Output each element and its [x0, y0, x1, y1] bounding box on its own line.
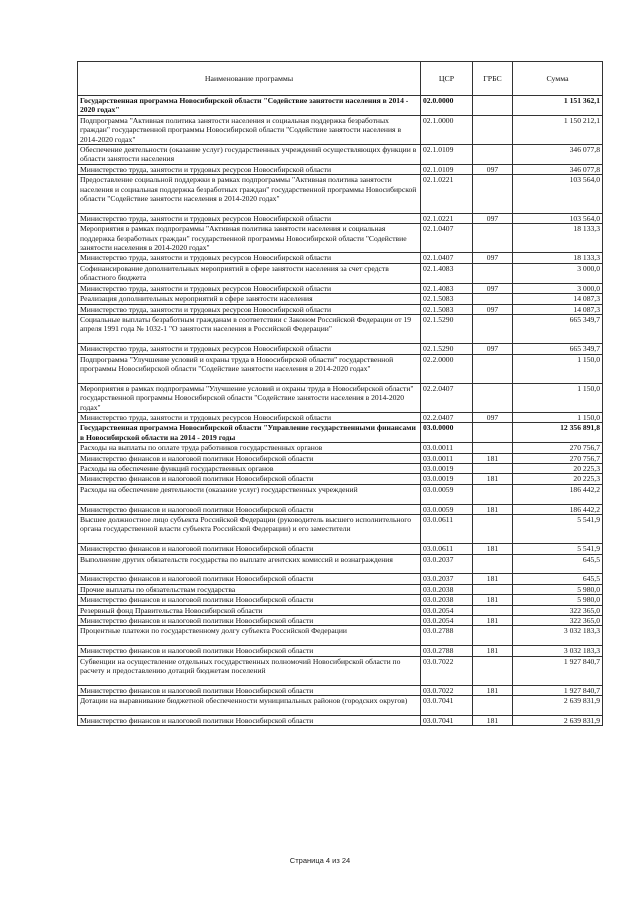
row-csr: 02.1.5083 — [421, 294, 473, 304]
row-grbs: 097 — [473, 344, 513, 354]
row-grbs: 181 — [473, 453, 513, 463]
row-sum: 2 639 831,9 — [513, 696, 603, 716]
row-csr: 03.0.2037 — [421, 574, 473, 584]
table-row — [78, 646, 603, 656]
row-name: Государственная программа Новосибирской области "Содействие занятости населения в 2014 - 2020 годах" — [78, 96, 421, 116]
row-name: Процентные платежи по государственному долгу субъекта Российской Федерации — [78, 626, 421, 646]
header-grbs: ГРБС — [473, 62, 513, 96]
row-sum: 1 150,0 — [513, 383, 603, 412]
row-grbs: 097 — [473, 283, 513, 293]
table-row — [78, 344, 603, 354]
row-csr: 03.0.0019 — [421, 474, 473, 484]
table-row — [78, 423, 603, 443]
table-row — [78, 175, 603, 214]
table-row — [78, 115, 603, 144]
row-name: Министерство финансов и налоговой политики Новосибирской области — [78, 685, 421, 695]
table-row — [78, 145, 603, 165]
row-name: Субвенции на осуществление отдельных государственных полномочий Новосибирской области по расчету и предоставлению дотаций бюджетам поселений — [78, 656, 421, 685]
table-row — [78, 715, 603, 725]
row-sum: 346 077,8 — [513, 164, 603, 174]
row-sum: 645,5 — [513, 574, 603, 584]
row-csr: 02.1.0000 — [421, 115, 473, 144]
row-name: Социальные выплаты безработным гражданам в соответствии с Законом Российской Федерации от 19 апреля 1991 года № 1032-1 "О занятости населения в Российской Федерации" — [78, 314, 421, 343]
row-sum: 3 000,0 — [513, 283, 603, 293]
row-name: Подпрограмма "Улучшение условий и охраны труда в Новосибирской области" государственной программы Новосибирской области "Содействие занятости населения в 2014-2020 годах" — [78, 354, 421, 383]
table-row — [78, 164, 603, 174]
row-grbs: 097 — [473, 412, 513, 422]
row-sum: 20 225,3 — [513, 463, 603, 473]
row-grbs — [473, 514, 513, 543]
row-grbs: 181 — [473, 685, 513, 695]
row-sum: 1 150,0 — [513, 354, 603, 383]
row-sum: 14 087,3 — [513, 294, 603, 304]
row-grbs: 181 — [473, 574, 513, 584]
row-grbs: 097 — [473, 304, 513, 314]
row-name: Мероприятия в рамках подпрограммы "Улучшение условий и охраны труда в Новосибирской области" государственной программы Новосибирской области "Содействие занятости населения в 2014-2020 годах" — [78, 383, 421, 412]
row-grbs: 097 — [473, 164, 513, 174]
table-row — [78, 463, 603, 473]
row-sum: 346 077,8 — [513, 145, 603, 165]
row-csr: 03.0.2038 — [421, 595, 473, 605]
row-grbs: 097 — [473, 213, 513, 223]
row-name: Высшее должностное лицо субъекта Российской Федерации (руководитель высшего исполнительного органа государственной власти субъекта Российской Федерации) и его заместители — [78, 514, 421, 543]
row-csr: 03.0.7022 — [421, 656, 473, 685]
row-sum: 18 133,3 — [513, 253, 603, 263]
row-sum: 5 541,9 — [513, 544, 603, 554]
row-name: Выполнение других обязательств государства по выплате агентских комиссий и вознаграждения — [78, 554, 421, 574]
row-grbs — [473, 354, 513, 383]
row-csr: 03.0.0011 — [421, 443, 473, 453]
row-csr: 03.0.2054 — [421, 615, 473, 625]
row-csr: 02.2.0407 — [421, 412, 473, 422]
row-grbs — [473, 175, 513, 214]
row-grbs — [473, 294, 513, 304]
row-sum: 270 756,7 — [513, 443, 603, 453]
row-sum: 186 442,2 — [513, 504, 603, 514]
row-grbs — [473, 443, 513, 453]
row-csr: 03.0.2037 — [421, 554, 473, 574]
table-row — [78, 595, 603, 605]
row-sum: 3 032 183,3 — [513, 646, 603, 656]
row-name: Министерство труда, занятости и трудовых ресурсов Новосибирской области — [78, 164, 421, 174]
row-csr: 02.2.0407 — [421, 383, 473, 412]
table-row — [78, 685, 603, 695]
table-row — [78, 224, 603, 253]
table-row — [78, 474, 603, 484]
row-grbs: 181 — [473, 474, 513, 484]
row-name: Министерство труда, занятости и трудовых ресурсов Новосибирской области — [78, 213, 421, 223]
row-name: Прочие выплаты по обязательствам государства — [78, 584, 421, 594]
table-row — [78, 443, 603, 453]
row-csr: 03.0.7041 — [421, 696, 473, 716]
row-sum: 18 133,3 — [513, 224, 603, 253]
row-sum: 665 349,7 — [513, 314, 603, 343]
row-name: Расходы на обеспечение функций государственных органов — [78, 463, 421, 473]
table-row — [78, 626, 603, 646]
row-name: Министерство финансов и налоговой политики Новосибирской области — [78, 646, 421, 656]
row-grbs — [473, 314, 513, 343]
row-csr: 02.0.0000 — [421, 96, 473, 116]
table-row — [78, 615, 603, 625]
table-row — [78, 656, 603, 685]
row-sum: 3 000,0 — [513, 263, 603, 283]
row-grbs — [473, 626, 513, 646]
row-csr: 02.1.0221 — [421, 175, 473, 214]
table-row — [78, 304, 603, 314]
row-csr: 03.0.2788 — [421, 646, 473, 656]
table-row — [78, 314, 603, 343]
row-sum: 186 442,2 — [513, 484, 603, 504]
row-sum: 322 365,0 — [513, 615, 603, 625]
table-row — [78, 294, 603, 304]
row-sum: 1 150 212,1 — [513, 115, 603, 144]
row-grbs — [473, 656, 513, 685]
table-header-row — [78, 62, 603, 96]
row-name: Резервный фонд Правительства Новосибирской области — [78, 605, 421, 615]
row-sum: 5 980,0 — [513, 584, 603, 594]
row-grbs — [473, 554, 513, 574]
table-row — [78, 696, 603, 716]
table-row — [78, 574, 603, 584]
table-row — [78, 96, 603, 116]
row-sum: 103 564,0 — [513, 213, 603, 223]
row-grbs — [473, 383, 513, 412]
row-csr: 02.1.0221 — [421, 213, 473, 223]
row-name: Министерство труда, занятости и трудовых ресурсов Новосибирской области — [78, 412, 421, 422]
table-row — [78, 453, 603, 463]
row-sum: 1 927 840,7 — [513, 685, 603, 695]
row-csr: 02.1.0407 — [421, 224, 473, 253]
row-grbs: 097 — [473, 253, 513, 263]
row-sum: 2 639 831,9 — [513, 715, 603, 725]
row-grbs — [473, 263, 513, 283]
row-name: Министерство труда, занятости и трудовых ресурсов Новосибирской области — [78, 344, 421, 354]
header-csr: ЦСР — [421, 62, 473, 96]
row-name: Министерство финансов и налоговой политики Новосибирской области — [78, 474, 421, 484]
row-name: Министерство финансов и налоговой политики Новосибирской области — [78, 504, 421, 514]
row-name: Министерство финансов и налоговой политики Новосибирской области — [78, 453, 421, 463]
header-sum: Сумма — [513, 62, 603, 96]
row-sum: 665 349,7 — [513, 344, 603, 354]
row-grbs — [473, 696, 513, 716]
row-grbs — [473, 115, 513, 144]
row-grbs — [473, 145, 513, 165]
row-name: Предоставление социальной поддержки в рамках подпрограммы "Активная политика занятости населения и социальная поддержка безработных граждан" государственной программы Новосибирской области "Содействие занятости населения в 2014-2020 годах" — [78, 175, 421, 214]
row-sum: 1 151 362,1 — [513, 96, 603, 116]
row-csr: 02.1.4083 — [421, 263, 473, 283]
row-name: Софинансирование дополнительных мероприятий в сфере занятости населения за счет средств областного бюджета — [78, 263, 421, 283]
row-csr: 03.0.2788 — [421, 626, 473, 646]
row-name: Министерство труда, занятости и трудовых ресурсов Новосибирской области — [78, 253, 421, 263]
table-row — [78, 514, 603, 543]
row-sum: 1 927 840,7 — [513, 656, 603, 685]
row-csr: 02.1.4083 — [421, 283, 473, 293]
row-csr: 03.0.0059 — [421, 504, 473, 514]
page-number: Страница 4 из 24 — [289, 856, 351, 865]
row-grbs — [473, 484, 513, 504]
table-row — [78, 213, 603, 223]
row-name: Министерство финансов и налоговой политики Новосибирской области — [78, 574, 421, 584]
table-row — [78, 263, 603, 283]
row-grbs: 181 — [473, 646, 513, 656]
row-grbs — [473, 423, 513, 443]
row-csr: 02.1.0109 — [421, 164, 473, 174]
table-row — [78, 283, 603, 293]
row-grbs: 181 — [473, 504, 513, 514]
row-name: Министерство финансов и налоговой политики Новосибирской области — [78, 544, 421, 554]
row-sum: 12 356 891,8 — [513, 423, 603, 443]
row-name: Министерство труда, занятости и трудовых ресурсов Новосибирской области — [78, 283, 421, 293]
row-name: Мероприятия в рамках подпрограммы "Активная политика занятости населения и социальная поддержка безработных граждан" государственной программы Новосибирской области "Содействие занятости населения в 2014-2020 годах" — [78, 224, 421, 253]
row-csr: 03.0.2038 — [421, 584, 473, 594]
row-grbs — [473, 224, 513, 253]
row-csr: 03.0.2054 — [421, 605, 473, 615]
table-row — [78, 354, 603, 383]
row-name: Подпрограмма "Активная политика занятости населения и социальная поддержка безработных граждан" государственной программы Новосибирской области "Содействие занятости населения в 2014-2020 годах" — [78, 115, 421, 144]
row-csr: 03.0.0011 — [421, 453, 473, 463]
row-sum: 5 980,0 — [513, 595, 603, 605]
row-name: Министерство труда, занятости и трудовых ресурсов Новосибирской области — [78, 304, 421, 314]
row-sum: 5 541,9 — [513, 514, 603, 543]
table-row — [78, 504, 603, 514]
row-name: Расходы на обеспечение деятельности (оказание услуг) государственных учреждений — [78, 484, 421, 504]
row-grbs: 181 — [473, 715, 513, 725]
row-name: Расходы на выплаты по оплате труда работников государственных органов — [78, 443, 421, 453]
row-grbs — [473, 463, 513, 473]
row-sum: 103 564,0 — [513, 175, 603, 214]
row-csr: 03.0.7022 — [421, 685, 473, 695]
header-name: Наименование программы — [78, 62, 421, 96]
table-row — [78, 554, 603, 574]
row-sum: 322 365,0 — [513, 605, 603, 615]
row-name: Государственная программа Новосибирской области "Управление государственными финансами в Новосибирской области на 2014 - 2019 годы — [78, 423, 421, 443]
row-csr: 03.0.7041 — [421, 715, 473, 725]
table-row — [78, 584, 603, 594]
row-sum: 1 150,0 — [513, 412, 603, 422]
row-csr: 02.1.5290 — [421, 344, 473, 354]
row-csr: 03.0.0611 — [421, 544, 473, 554]
row-grbs: 181 — [473, 595, 513, 605]
row-csr: 03.0.0000 — [421, 423, 473, 443]
row-sum: 14 087,3 — [513, 304, 603, 314]
row-name: Обеспечение деятельности (оказание услуг) государственных учреждений осуществляющих функции в области занятости населения — [78, 145, 421, 165]
row-grbs — [473, 605, 513, 615]
table-row — [78, 253, 603, 263]
row-name: Дотации на выравнивание бюджетной обеспеченности муниципальных районов (городских округов) — [78, 696, 421, 716]
row-sum: 270 756,7 — [513, 453, 603, 463]
table-row — [78, 383, 603, 412]
table-row — [78, 412, 603, 422]
row-csr: 03.0.0059 — [421, 484, 473, 504]
row-csr: 03.0.0019 — [421, 463, 473, 473]
row-name: Министерство финансов и налоговой политики Новосибирской области — [78, 595, 421, 605]
row-sum: 20 225,3 — [513, 474, 603, 484]
table-body — [78, 96, 603, 726]
row-name: Министерство финансов и налоговой политики Новосибирской области — [78, 615, 421, 625]
row-csr: 02.1.0109 — [421, 145, 473, 165]
table-row — [78, 605, 603, 615]
row-grbs — [473, 96, 513, 116]
row-csr: 02.1.5083 — [421, 304, 473, 314]
row-csr: 02.1.0407 — [421, 253, 473, 263]
row-csr: 02.2.0000 — [421, 354, 473, 383]
row-csr: 03.0.0611 — [421, 514, 473, 543]
row-name: Министерство финансов и налоговой политики Новосибирской области — [78, 715, 421, 725]
row-name: Реализация дополнительных мероприятий в сфере занятости населения — [78, 294, 421, 304]
row-sum: 645,5 — [513, 554, 603, 574]
table-row — [78, 484, 603, 504]
row-grbs — [473, 584, 513, 594]
row-grbs: 181 — [473, 544, 513, 554]
budget-table — [77, 61, 603, 726]
table-row — [78, 544, 603, 554]
row-grbs: 181 — [473, 615, 513, 625]
row-sum: 3 032 183,3 — [513, 626, 603, 646]
row-csr: 02.1.5290 — [421, 314, 473, 343]
